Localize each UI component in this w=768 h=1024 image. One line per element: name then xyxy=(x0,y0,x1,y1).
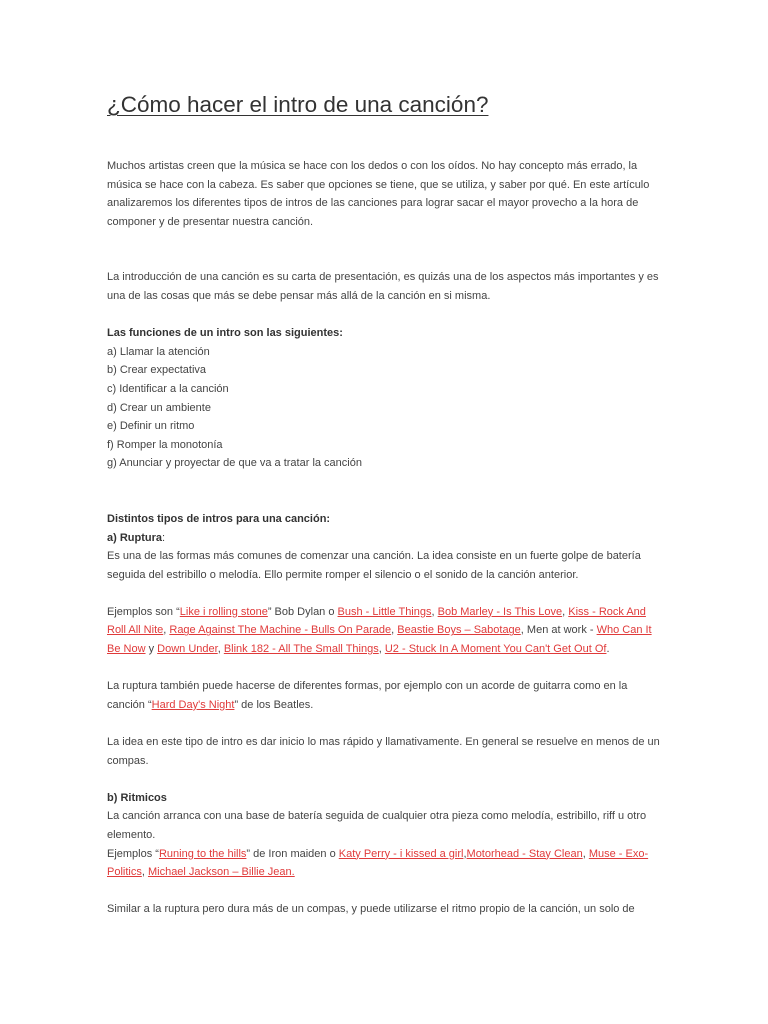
ruptura-idea-paragraph: La idea en este tipo de intro es dar inicio lo mas rápido y llamativamente. En general se resuelve en menos de un compas. xyxy=(107,736,660,767)
ruptura-label-suffix: : xyxy=(162,531,166,544)
function-item: a) Llamar la atención xyxy=(107,345,210,358)
article-body xyxy=(107,157,663,919)
song-link[interactable]: Michael Jackson – Billie Jean. xyxy=(147,866,295,879)
function-item: d) Crear un ambiente xyxy=(107,401,211,414)
song-link[interactable]: Runing to the hills xyxy=(158,847,247,860)
examples-text: , xyxy=(431,605,438,618)
ritmicos-description: La canción arranca con una base de batería seguida de cualquier otra pieza como melodía, estribillo, riff u otro elemento. xyxy=(107,810,647,841)
presentation-paragraph: La introducción de una canción es su carta de presentación, es quizás una de los aspectos más importantes y es una de las cosas que más se debe pensar más allá de la canción en si misma. xyxy=(107,271,659,302)
examples-text: . xyxy=(606,643,610,656)
examples-text: Ejemplos son “ xyxy=(107,605,180,618)
song-link[interactable]: Motorhead - Stay Clean xyxy=(466,847,583,860)
examples-text: , xyxy=(378,643,385,656)
function-item: c) Identificar a la canción xyxy=(107,382,229,395)
ruptura-guitar-paragraph xyxy=(107,677,663,714)
ruptura-examples xyxy=(107,603,663,659)
song-link[interactable]: Bob Marley - Is This Love xyxy=(437,605,563,618)
song-link[interactable]: Bush - Little Things xyxy=(337,605,432,618)
examples-text: , xyxy=(562,605,569,618)
examples-text: , xyxy=(582,847,589,860)
song-link[interactable]: Kiss - Rock And Roll All Nite xyxy=(107,605,646,637)
intro-paragraph: Muchos artistas creen que la música se hace con los dedos o con los oídos. No hay concepto más errado, la música se hace con la cabeza. Es saber que opciones se tiene, que se utiliza, y saber por qué. En este artículo analizaremos los diferentes tipos de intros de las canciones para lograr sacar el mayor provecho a la hora de componer y de presentar nuestra canción. xyxy=(107,160,650,228)
ritmicos-examples xyxy=(107,845,663,882)
function-item: e) Definir un ritmo xyxy=(107,420,195,433)
song-link[interactable]: U2 - Stuck In A Moment You Can't Get Out Of xyxy=(384,643,607,656)
examples-text: ” de Iron maiden o xyxy=(246,847,339,860)
function-item: g) Anunciar y proyectar de que va a tratar la canción xyxy=(107,457,362,470)
ruptura-description: Es una de las formas más comunes de comenzar una canción. La idea consiste en un fuerte golpe de batería seguida del estribillo o melodía. Ello permite romper el silencio o el sonido de la canción anterior. xyxy=(107,550,641,581)
types-section xyxy=(107,510,663,584)
function-item: b) Crear expectativa xyxy=(107,364,207,377)
function-item: f) Romper la monotonía xyxy=(107,438,223,451)
ritmicos-label: b) Ritmicos xyxy=(107,791,167,804)
song-link[interactable]: Like i rolling stone xyxy=(179,605,268,618)
functions-section xyxy=(107,324,663,473)
song-link[interactable]: Hard Day's Night xyxy=(151,698,235,711)
song-link[interactable]: Katy Perry - i kissed a girl xyxy=(338,847,464,860)
examples-text: , Men at work - xyxy=(520,624,597,637)
guitar-text: ” de los Beatles. xyxy=(234,698,314,711)
examples-text: , xyxy=(141,866,148,879)
examples-text: y xyxy=(145,643,158,656)
examples-text: , xyxy=(163,624,170,637)
page-title: ¿Cómo hacer el intro de una canción? xyxy=(107,92,489,117)
examples-text: , xyxy=(463,847,467,860)
examples-text: , xyxy=(391,624,398,637)
examples-text: , xyxy=(217,643,224,656)
examples-text: Ejemplos “ xyxy=(107,847,159,860)
song-link[interactable]: Down Under xyxy=(157,643,218,656)
guitar-text: La ruptura también puede hacerse de diferentes formas, por ejemplo con un acorde de guitarra como en la canción “ xyxy=(107,680,628,711)
examples-text: ” Bob Dylan o xyxy=(267,605,338,618)
functions-heading: Las funciones de un intro son las siguientes: xyxy=(107,327,343,340)
song-link[interactable]: Who Can It Be Now xyxy=(107,624,652,656)
song-link[interactable]: Rage Against The Machine - Bulls On Parade xyxy=(169,624,392,637)
song-link[interactable]: Blink 182 - All The Small Things xyxy=(223,643,379,656)
types-heading: Distintos tipos de intros para una canción: xyxy=(107,512,331,525)
ritmicos-similar-paragraph: Similar a la ruptura pero dura más de un compas, y puede utilizarse el ritmo propio de la canción, un solo de xyxy=(107,903,635,916)
song-link[interactable]: Muse - Exo-Politics xyxy=(107,847,649,879)
ruptura-label: a) Ruptura xyxy=(107,531,162,544)
ritmicos-section xyxy=(107,789,663,882)
song-link[interactable]: Beastie Boys – Sabotage xyxy=(397,624,521,637)
ruptura-heading xyxy=(107,529,663,548)
